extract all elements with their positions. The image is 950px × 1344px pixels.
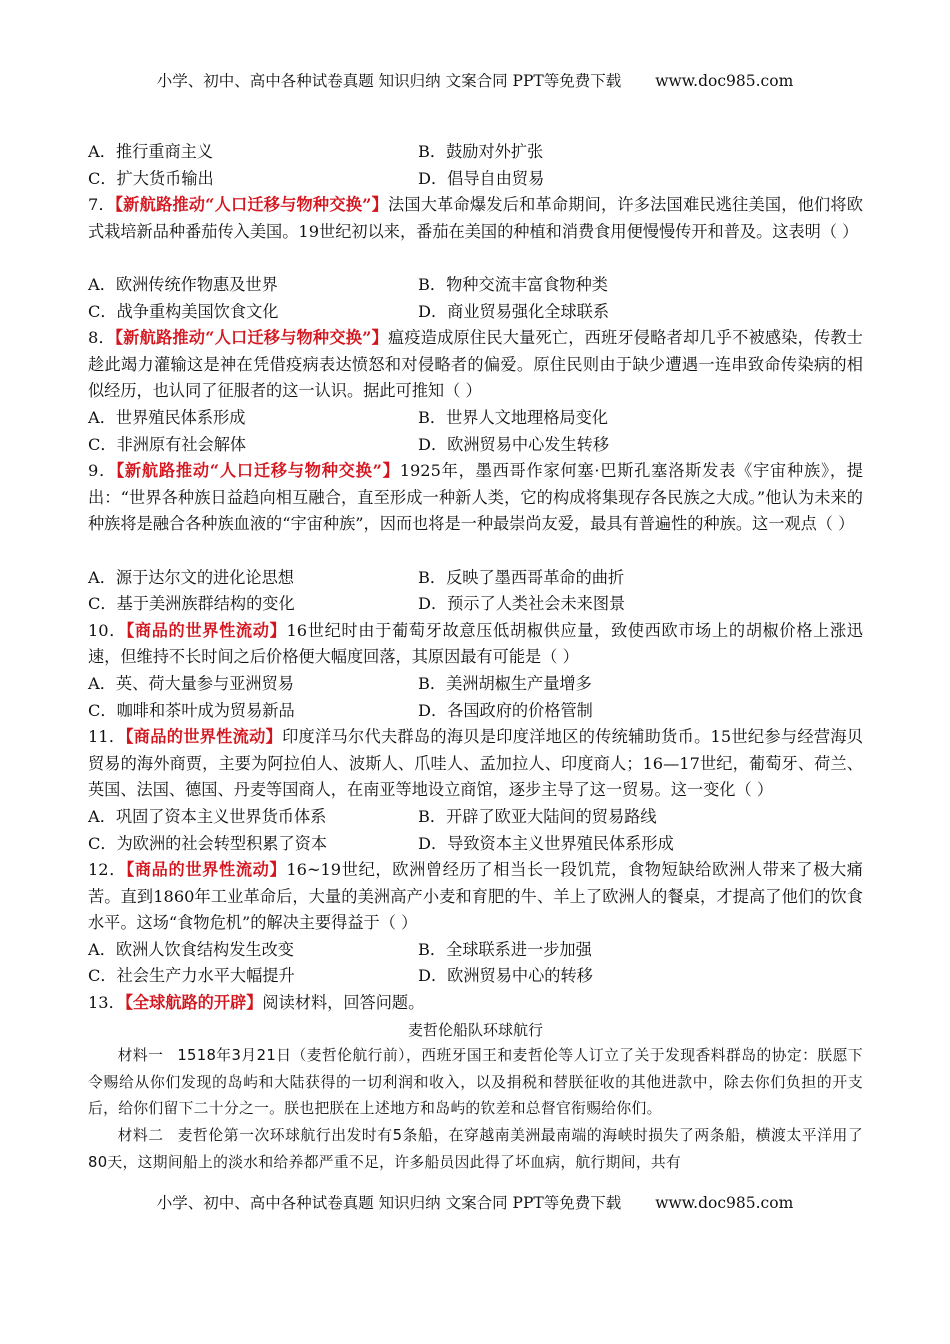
q12-stem bbox=[88, 857, 863, 937]
q10-number: 10． bbox=[88, 620, 127, 640]
q9-option-c[interactable]: C．基于美洲族群结构的变化 bbox=[88, 594, 295, 614]
q13-text: 阅读材料，回答问题。 bbox=[262, 993, 425, 1013]
q10-option-d[interactable]: D．各国政府的价格管制 bbox=[418, 700, 593, 720]
q9-tag: 【新航路推动“人口迁移与物种交换”】 bbox=[116, 461, 400, 481]
q7-option-d[interactable]: D．商业贸易强化全球联系 bbox=[418, 301, 610, 321]
q7-option-c[interactable]: C．战争重构美国饮食文化 bbox=[88, 301, 279, 321]
q9-option-d[interactable]: D．预示了人类社会未来图景 bbox=[418, 594, 626, 614]
q12-number: 12． bbox=[88, 860, 127, 880]
q9-options-row-1 bbox=[88, 565, 863, 592]
q11-stem bbox=[88, 724, 863, 804]
q8-stem bbox=[88, 325, 863, 405]
q13-tag: 【全球航路的开辟】 bbox=[124, 993, 263, 1013]
q6-option-c[interactable]: C．扩大货币输出 bbox=[88, 168, 214, 188]
q11-number: 11． bbox=[88, 727, 126, 747]
q9-option-b[interactable]: B．反映了墨西哥革命的曲折 bbox=[418, 567, 625, 587]
q7-stem bbox=[88, 192, 863, 272]
material-2-label: 材料二 bbox=[117, 1127, 164, 1145]
q9-number: 9． bbox=[88, 461, 117, 481]
q8-text: 瘟疫造成原住民大量死亡，西班牙侵略者却几乎不被感染，传教士趁此竭力灌输这是神在凭借疫病表达愤怒和对侵略者的偏爱。原住民则由于缺少遭遇一连串致命传染病的相似经历，也认同了征服者的这一认识。据此可推知（ ） bbox=[88, 328, 863, 401]
q6-option-a[interactable]: A．推行重商主义 bbox=[88, 142, 214, 161]
header-site[interactable]: www.doc985.com bbox=[655, 72, 794, 90]
q6-options-row-2 bbox=[88, 166, 863, 193]
q6-options-row-1 bbox=[88, 139, 863, 166]
q7-options-row-1 bbox=[88, 272, 863, 299]
q13-material-1 bbox=[88, 1043, 863, 1123]
material-1-text: 1518年3月21日（麦哲伦航行前），西班牙国王和麦哲伦等人订立了关于发现香料群岛的协定：朕愿下令赐给从你们发现的岛屿和大陆获得的一切利润和收入，以及捐税和替朕征收的其他进款中，除去你们负担的开支后，给你们留下二十分之一。朕也把朕在上述地方和岛屿的钦差和总督官衔赐给你们。 bbox=[88, 1047, 863, 1118]
q7-option-b[interactable]: B．物种交流丰富食物种类 bbox=[418, 274, 608, 294]
q8-option-d[interactable]: D．欧洲贸易中心发生转移 bbox=[418, 434, 610, 454]
material-1-label: 材料一 bbox=[117, 1047, 164, 1065]
header-text: 小学、初中、高中各种试卷真题 知识归纳 文案合同 PPT等免费下载 bbox=[156, 72, 622, 90]
footer-site[interactable]: www.doc985.com bbox=[655, 1194, 794, 1212]
q12-option-b[interactable]: B．全球联系进一步加强 bbox=[418, 939, 592, 959]
q11-tag: 【商品的世界性流动】 bbox=[125, 727, 283, 747]
q12-option-d[interactable]: D．欧洲贸易中心的转移 bbox=[418, 966, 593, 986]
q11-text: 印度洋马尔代夫群岛的海贝是印度洋地区的传统辅助货币。15世纪参与经营海贝贸易的海外商贾，主要为阿拉伯人、波斯人、爪哇人、孟加拉人、印度商人；16—17世纪，葡萄牙、荷兰、英国、法国、德国、丹麦等国商人，在南亚等地设立商馆，逐步主导了这一贸易。这一变化（ ） bbox=[88, 727, 863, 800]
exam-content bbox=[88, 139, 863, 1176]
q11-option-c[interactable]: C．为欧洲的社会转型积累了资本 bbox=[88, 833, 328, 853]
q7-tag: 【新航路推动“人口迁移与物种交换”】 bbox=[114, 195, 388, 215]
q11-option-b[interactable]: B．开辟了欧亚大陆间的贸易路线 bbox=[418, 806, 657, 826]
q12-text: 16~19世纪，欧洲曾经历了相当长一段饥荒，食物短缺给欧洲人带来了极大痛苦。直到1860年工业革命后，大量的美洲高产小麦和育肥的牛、羊上了欧洲人的餐桌，才提高了他们的饮食水平。这场“食物危机”的解决主要得益于（ ） bbox=[88, 860, 863, 933]
q8-options-row-1 bbox=[88, 405, 863, 432]
footer-text: 小学、初中、高中各种试卷真题 知识归纳 文案合同 PPT等免费下载 bbox=[156, 1194, 622, 1212]
page-header bbox=[0, 69, 950, 91]
q10-options-row-1 bbox=[88, 671, 863, 698]
q8-option-c[interactable]: C．非洲原有社会解体 bbox=[88, 434, 247, 454]
q6-option-b[interactable]: B．鼓励对外扩张 bbox=[418, 142, 544, 161]
q13-stem bbox=[88, 990, 863, 1017]
q12-options-row-1 bbox=[88, 937, 863, 964]
q11-options-row-1 bbox=[88, 804, 863, 831]
q12-tag: 【商品的世界性流动】 bbox=[126, 860, 287, 880]
q7-number: 7． bbox=[88, 195, 115, 215]
q8-options-row-2 bbox=[88, 432, 863, 459]
page-footer bbox=[0, 1191, 950, 1213]
q12-option-a[interactable]: A．欧洲人饮食结构发生改变 bbox=[88, 939, 294, 959]
q10-option-c[interactable]: C．咖啡和茶叶成为贸易新品 bbox=[88, 700, 295, 720]
q8-number: 8． bbox=[88, 328, 115, 348]
q6-option-d[interactable]: D．倡导自由贸易 bbox=[418, 168, 545, 188]
material-2-text: 麦哲伦第一次环球航行出发时有5条船，在穿越南美洲最南端的海峡时损失了两条船，横渡太平洋用了80天，这期间船上的淡水和给养都严重不足，许多船员因此得了坏血病，航行期间，共有 bbox=[88, 1127, 864, 1171]
q9-options-row-2 bbox=[88, 591, 863, 618]
q7-options-row-2 bbox=[88, 299, 863, 326]
q13-material-2 bbox=[88, 1123, 863, 1176]
q8-tag: 【新航路推动“人口迁移与物种交换”】 bbox=[114, 328, 388, 348]
q9-text: 1925年，墨西哥作家何塞·巴斯孔塞洛斯发表《宇宙种族》，提出：“世界各种族日益趋向相互融合，直至形成一种新人类，它的构成将集现存各民族之大成。”他认为未来的种族将是融合各种族血液的“宇宙种族”，因而也将是一种最崇尚友爱，最具有普遍性的种族。这一观点（ ） bbox=[88, 461, 863, 534]
q8-option-b[interactable]: B．世界人文地理格局变化 bbox=[418, 407, 608, 427]
q11-options-row-2 bbox=[88, 831, 863, 858]
q10-option-a[interactable]: A．英、荷大量参与亚洲贸易 bbox=[88, 673, 294, 693]
q12-option-c[interactable]: C．社会生产力水平大幅提升 bbox=[88, 966, 295, 986]
q13-number: 13． bbox=[88, 993, 125, 1013]
q7-text: 法国大革命爆发后和革命期间，许多法国难民逃往美国，他们将欧式栽培新品种番茄传入美国。19世纪初以来，番茄在美国的种植和消费食用便慢慢传开和普及。这表明（ ） bbox=[88, 195, 863, 241]
q9-option-a[interactable]: A．源于达尔文的进化论思想 bbox=[88, 567, 294, 587]
q10-tag: 【商品的世界性流动】 bbox=[126, 620, 287, 640]
q9-stem bbox=[88, 458, 863, 564]
q7-option-a[interactable]: A．欧洲传统作物惠及世界 bbox=[88, 274, 278, 294]
q11-option-a[interactable]: A．巩固了资本主义世界货币体系 bbox=[88, 806, 327, 826]
q11-option-d[interactable]: D．导致资本主义世界殖民体系形成 bbox=[418, 833, 674, 853]
q10-text: 16世纪时由于葡萄牙故意压低胡椒供应量，致使西欧市场上的胡椒价格上涨迅速，但维持不长时间之后价格便大幅度回落，其原因最有可能是（ ） bbox=[88, 620, 863, 667]
q10-stem bbox=[88, 618, 863, 671]
q13-material-title: 麦哲伦船队环球航行 bbox=[407, 1020, 543, 1039]
q10-options-row-2 bbox=[88, 698, 863, 725]
q12-options-row-2 bbox=[88, 963, 863, 990]
q10-option-b[interactable]: B．美洲胡椒生产量增多 bbox=[418, 673, 592, 693]
q8-option-a[interactable]: A．世界殖民体系形成 bbox=[88, 407, 246, 427]
